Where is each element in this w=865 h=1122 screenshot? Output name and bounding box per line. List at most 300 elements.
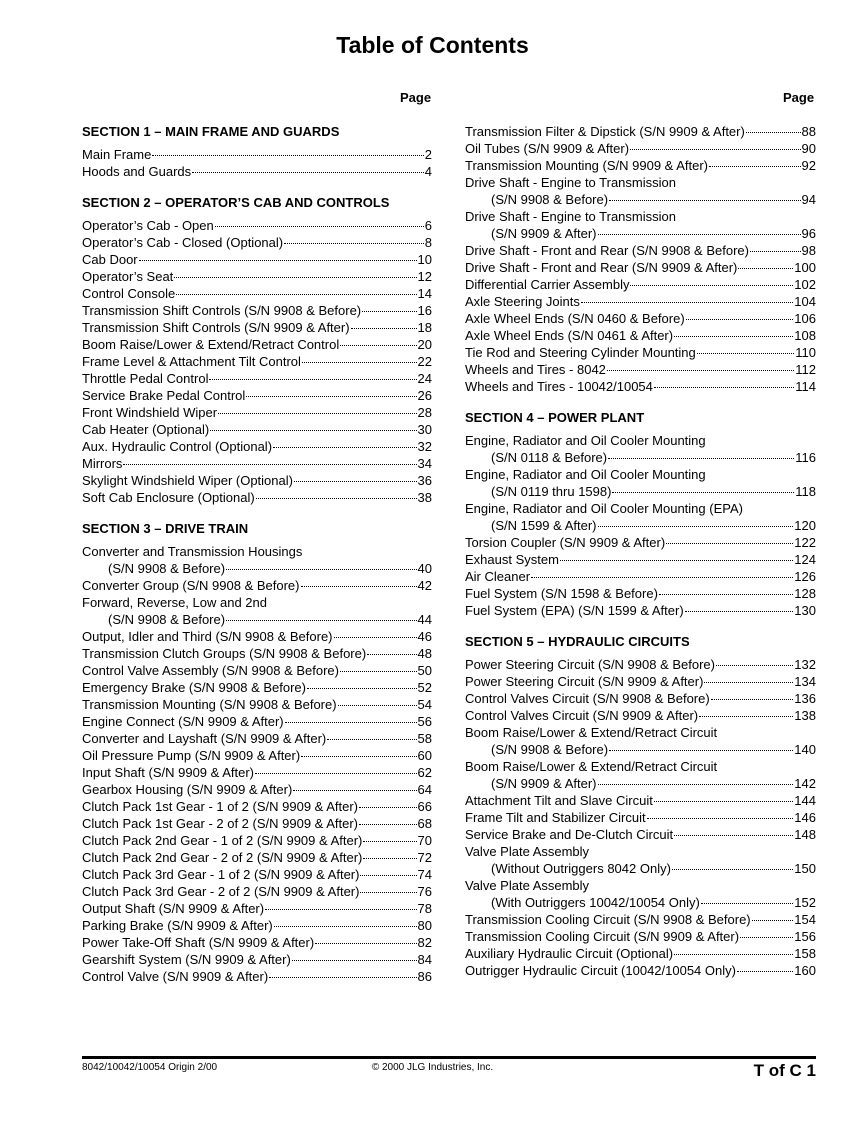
toc-entry[interactable] <box>82 353 432 370</box>
footer-divider <box>82 1056 816 1059</box>
dot-leader <box>630 285 793 286</box>
toc-entry-label: Control Console <box>82 286 176 301</box>
dot-leader <box>302 362 417 363</box>
toc-entry[interactable] <box>82 747 432 764</box>
toc-entry[interactable] <box>465 792 816 809</box>
toc-page-number: 128 <box>794 586 816 601</box>
toc-entry[interactable] <box>82 951 432 968</box>
toc-entry[interactable] <box>465 585 816 602</box>
dot-leader <box>701 903 793 904</box>
toc-page-number: 150 <box>794 861 816 876</box>
dot-leader <box>598 234 801 235</box>
dot-leader <box>256 498 417 499</box>
toc-page-number: 132 <box>794 657 816 672</box>
toc-page-number: 116 <box>795 450 816 465</box>
toc-page-number: 72 <box>417 850 432 865</box>
toc-page-number: 54 <box>417 697 432 712</box>
toc-entry-label: Clutch Pack 3rd Gear - 1 of 2 (S/N 9909 & After) <box>82 867 360 882</box>
toc-entry[interactable] <box>82 146 432 163</box>
toc-entry-label: Power Take-Off Shaft (S/N 9909 & After) <box>82 935 315 950</box>
dot-leader <box>608 458 794 459</box>
toc-entry-label: Transmission Filter & Dipstick (S/N 9909 & After) <box>465 124 745 139</box>
toc-page-number: 134 <box>794 674 816 689</box>
dot-leader <box>659 594 793 595</box>
toc-entry-label: Parking Brake (S/N 9909 & After) <box>82 918 273 933</box>
toc-entry-label: Soft Cab Enclosure (Optional) <box>82 490 255 505</box>
toc-entry-label-continued: (S/N 9908 & Before) <box>108 612 226 627</box>
toc-entry[interactable] <box>465 673 816 690</box>
toc-entry-label: Cab Heater (Optional) <box>82 422 210 437</box>
toc-entry-label: Clutch Pack 2nd Gear - 2 of 2 (S/N 9909 & After) <box>82 850 363 865</box>
toc-entry[interactable] <box>465 191 816 208</box>
dot-leader <box>598 784 794 785</box>
dot-leader <box>362 311 416 312</box>
dot-leader <box>674 835 793 836</box>
toc-entry-label: Fuel System (EPA) (S/N 1599 & After) <box>465 603 684 618</box>
dot-leader <box>192 172 424 173</box>
toc-entry[interactable] <box>82 849 432 866</box>
toc-entry-label: Input Shaft (S/N 9909 & After) <box>82 765 254 780</box>
toc-entry[interactable] <box>82 866 432 883</box>
toc-entry[interactable] <box>465 707 816 724</box>
toc-entry[interactable] <box>82 421 432 438</box>
dot-leader <box>654 801 793 802</box>
toc-entry-label: Axle Wheel Ends (S/N 0460 & Before) <box>465 311 685 326</box>
dot-leader <box>210 430 416 431</box>
toc-page-number: 114 <box>795 379 816 394</box>
dot-leader <box>360 892 416 893</box>
dot-leader <box>609 200 800 201</box>
section-heading: SECTION 1 – MAIN FRAME AND GUARDS <box>82 124 340 139</box>
dot-leader <box>294 481 417 482</box>
toc-page-number: 136 <box>794 691 816 706</box>
toc-entry-label: Transmission Clutch Groups (S/N 9908 & Before) <box>82 646 367 661</box>
toc-entry[interactable] <box>465 242 816 259</box>
toc-entry[interactable] <box>465 517 816 534</box>
toc-entry-label: Operator’s Seat <box>82 269 174 284</box>
toc-page-number: 70 <box>417 833 432 848</box>
toc-page-number: 22 <box>417 354 432 369</box>
toc-entry[interactable] <box>465 602 816 619</box>
toc-entry-label-continued: (S/N 9908 & Before) <box>108 561 226 576</box>
dot-leader <box>338 705 417 706</box>
dot-leader <box>666 543 793 544</box>
toc-entry-label: Oil Tubes (S/N 9909 & After) <box>465 141 630 156</box>
toc-entry-label: Engine, Radiator and Oil Cooler Mounting (EPA) <box>465 501 743 516</box>
toc-entry-label: Engine Connect (S/N 9909 & After) <box>82 714 284 729</box>
toc-entry[interactable] <box>82 696 432 713</box>
toc-entry-label: Control Valve (S/N 9909 & After) <box>82 969 269 984</box>
toc-page-number: 12 <box>417 269 432 284</box>
toc-page-number: 28 <box>417 405 432 420</box>
toc-page-number: 78 <box>417 901 432 916</box>
dot-leader <box>367 654 416 655</box>
toc-entry-title[interactable] <box>465 758 816 775</box>
toc-entry[interactable] <box>465 310 816 327</box>
toc-page-number: 62 <box>417 765 432 780</box>
toc-entry-label-continued: (S/N 1599 & After) <box>491 518 597 533</box>
toc-entry-label: Emergency Brake (S/N 9908 & Before) <box>82 680 306 695</box>
toc-entry-label: Tie Rod and Steering Cylinder Mounting <box>465 345 696 360</box>
toc-entry[interactable] <box>82 781 432 798</box>
toc-entry-label: Wheels and Tires - 10042/10054 <box>465 379 653 394</box>
toc-entry-label: Boom Raise/Lower & Extend/Retract Control <box>82 337 340 352</box>
toc-entry[interactable] <box>465 259 816 276</box>
dot-leader <box>738 268 793 269</box>
toc-page-number: 86 <box>417 969 432 984</box>
toc-entry[interactable] <box>82 679 432 696</box>
toc-page-number: 102 <box>794 277 816 292</box>
dot-leader <box>711 699 794 700</box>
toc-entry[interactable] <box>465 293 816 310</box>
toc-entry[interactable] <box>82 472 432 489</box>
toc-page-number: 60 <box>417 748 432 763</box>
toc-page-number: 80 <box>417 918 432 933</box>
toc-entry[interactable] <box>82 387 432 404</box>
toc-entry[interactable] <box>465 860 816 877</box>
toc-page-number: 146 <box>794 810 816 825</box>
dot-leader <box>654 387 794 388</box>
toc-entry-label: Valve Plate Assembly <box>465 878 590 893</box>
toc-entry-label-continued: (With Outriggers 10042/10054 Only) <box>491 895 700 910</box>
toc-page-number: 98 <box>801 243 816 258</box>
toc-entry-label: Outrigger Hydraulic Circuit (10042/10054 Only) <box>465 963 736 978</box>
dot-leader <box>209 379 416 380</box>
toc-column-right <box>465 123 816 979</box>
toc-entry[interactable] <box>465 140 816 157</box>
toc-entry[interactable] <box>82 628 432 645</box>
dot-leader <box>709 166 801 167</box>
toc-entry[interactable] <box>465 449 816 466</box>
toc-entry[interactable] <box>465 551 816 568</box>
toc-entry-title[interactable] <box>465 877 816 894</box>
toc-page-number: 48 <box>417 646 432 661</box>
toc-entry[interactable] <box>465 483 816 500</box>
toc-page-number: 66 <box>417 799 432 814</box>
toc-page-number: 20 <box>417 337 432 352</box>
toc-entry[interactable] <box>82 302 432 319</box>
toc-entry-label-continued: (S/N 0119 thru 1598) <box>491 484 612 499</box>
toc-entry[interactable] <box>82 611 432 628</box>
toc-page-number: 42 <box>417 578 432 593</box>
toc-entry[interactable] <box>465 962 816 979</box>
toc-entry-label-continued: (Without Outriggers 8042 Only) <box>491 861 671 876</box>
toc-page-number: 130 <box>794 603 816 618</box>
toc-page-number: 38 <box>417 490 432 505</box>
toc-page-number: 126 <box>794 569 816 584</box>
toc-entry-label: Frame Tilt and Stabilizer Circuit <box>465 810 646 825</box>
toc-entry-label: Control Valves Circuit (S/N 9909 & After) <box>465 708 699 723</box>
dot-leader <box>750 251 801 252</box>
dot-leader <box>152 155 423 156</box>
toc-entry[interactable] <box>465 826 816 843</box>
toc-entry-label: Air Cleaner <box>465 569 531 584</box>
toc-entry[interactable] <box>82 251 432 268</box>
toc-entry-label: Drive Shaft - Engine to Transmission <box>465 175 676 190</box>
toc-page-number: 56 <box>417 714 432 729</box>
dot-leader <box>246 396 416 397</box>
toc-entry[interactable] <box>82 163 432 180</box>
dot-leader <box>307 688 417 689</box>
section-heading: SECTION 5 – HYDRAULIC CIRCUITS <box>465 634 690 649</box>
toc-entry[interactable] <box>82 336 432 353</box>
dot-leader <box>363 858 416 859</box>
toc-page-number: 160 <box>794 963 816 978</box>
toc-entry-label: Axle Steering Joints <box>465 294 580 309</box>
toc-entry[interactable] <box>82 234 432 251</box>
toc-entry[interactable] <box>465 568 816 585</box>
toc-entry-title[interactable] <box>465 466 816 483</box>
dot-leader <box>737 971 793 972</box>
toc-entry[interactable] <box>82 577 432 594</box>
toc-entry[interactable] <box>82 934 432 951</box>
toc-entry-title[interactable] <box>465 500 816 517</box>
toc-page-number: 100 <box>794 260 816 275</box>
toc-entry[interactable] <box>465 361 816 378</box>
toc-entry-label-continued: (S/N 9908 & Before) <box>491 192 609 207</box>
toc-page-number: 40 <box>417 561 432 576</box>
toc-page-number: 104 <box>794 294 816 309</box>
toc-page-number: 68 <box>417 816 432 831</box>
dot-leader <box>674 954 793 955</box>
toc-page-number: 16 <box>417 303 432 318</box>
dot-leader <box>697 353 795 354</box>
toc-entry-label: Differential Carrier Assembly <box>465 277 630 292</box>
toc-entry-title[interactable] <box>465 724 816 741</box>
toc-page-number: 74 <box>417 867 432 882</box>
toc-entry[interactable] <box>465 534 816 551</box>
toc-entry[interactable] <box>82 319 432 336</box>
toc-entry[interactable] <box>465 327 816 344</box>
toc-page-number: 26 <box>417 388 432 403</box>
toc-entry-label: Hoods and Guards <box>82 164 192 179</box>
dot-leader <box>215 226 424 227</box>
toc-entry-label: Drive Shaft - Front and Rear (S/N 9909 & After) <box>465 260 738 275</box>
dot-leader <box>176 294 416 295</box>
toc-entry-label: Engine, Radiator and Oil Cooler Mounting <box>465 467 706 482</box>
toc-entry-label: Service Brake and De-Clutch Circuit <box>465 827 674 842</box>
toc-page-number: 152 <box>794 895 816 910</box>
toc-page-number: 10 <box>417 252 432 267</box>
toc-entry[interactable] <box>82 370 432 387</box>
toc-entry[interactable] <box>82 285 432 302</box>
dot-leader <box>612 492 794 493</box>
toc-entry[interactable] <box>82 917 432 934</box>
toc-entry[interactable] <box>82 438 432 455</box>
toc-entry-label: Throttle Pedal Control <box>82 371 209 386</box>
toc-entry[interactable] <box>82 489 432 506</box>
dot-leader <box>315 943 416 944</box>
dot-leader <box>685 611 794 612</box>
dot-leader <box>334 637 417 638</box>
dot-leader <box>139 260 417 261</box>
toc-page-number: 24 <box>417 371 432 386</box>
toc-page-number: 50 <box>417 663 432 678</box>
toc-entry-title[interactable] <box>82 594 432 611</box>
toc-page-number: 144 <box>794 793 816 808</box>
toc-entry-label-continued: (S/N 0118 & Before) <box>491 450 608 465</box>
toc-entry[interactable] <box>82 268 432 285</box>
toc-entry[interactable] <box>465 911 816 928</box>
dot-leader <box>174 277 416 278</box>
toc-entry[interactable] <box>465 123 816 140</box>
toc-entry-label: Main Frame <box>82 147 152 162</box>
dot-leader <box>327 739 416 740</box>
toc-entry-title[interactable] <box>82 543 432 560</box>
dot-leader <box>340 671 417 672</box>
toc-page-number: 84 <box>417 952 432 967</box>
toc-entry-label: Engine, Radiator and Oil Cooler Mounting <box>465 433 706 448</box>
dot-leader <box>292 960 417 961</box>
toc-entry-label: Converter Group (S/N 9908 & Before) <box>82 578 300 593</box>
toc-entry-label: Gearshift System (S/N 9909 & After) <box>82 952 291 967</box>
toc-entry-label: Clutch Pack 1st Gear - 2 of 2 (S/N 9909 & After) <box>82 816 359 831</box>
toc-column-left <box>82 123 432 985</box>
toc-entry-label: Control Valve Assembly (S/N 9908 & Before) <box>82 663 339 678</box>
dot-leader <box>531 577 793 578</box>
toc-page-number: 14 <box>417 286 432 301</box>
dot-leader <box>226 569 416 570</box>
toc-entry-label: Auxiliary Hydraulic Circuit (Optional) <box>465 946 674 961</box>
toc-entry[interactable] <box>465 945 816 962</box>
toc-entry[interactable] <box>82 560 432 577</box>
dot-leader <box>226 620 416 621</box>
dot-leader <box>274 926 417 927</box>
page-column-header-right: Page <box>783 90 815 105</box>
dot-leader <box>699 716 793 717</box>
dot-leader <box>123 464 416 465</box>
toc-entry[interactable] <box>465 775 816 792</box>
toc-entry-label: Drive Shaft - Engine to Transmission <box>465 209 676 224</box>
toc-page-number: 120 <box>794 518 816 533</box>
toc-entry[interactable] <box>465 276 816 293</box>
toc-entry-label: Gearbox Housing (S/N 9909 & After) <box>82 782 293 797</box>
dot-leader <box>647 818 794 819</box>
dot-leader <box>359 807 417 808</box>
toc-entry[interactable] <box>82 713 432 730</box>
toc-entry-label-continued: (S/N 9908 & Before) <box>491 742 609 757</box>
dot-leader <box>560 560 793 561</box>
toc-entry-label: Skylight Windshield Wiper (Optional) <box>82 473 293 488</box>
toc-entry[interactable] <box>465 344 816 361</box>
toc-entry[interactable] <box>82 404 432 421</box>
toc-entry-label: Operator’s Cab - Closed (Optional) <box>82 235 284 250</box>
dot-leader <box>609 750 793 751</box>
toc-page-number: 96 <box>801 226 816 241</box>
dot-leader <box>360 875 416 876</box>
toc-entry-label: Transmission Shift Controls (S/N 9909 & After) <box>82 320 350 335</box>
dot-leader <box>269 977 416 978</box>
toc-entry[interactable] <box>82 662 432 679</box>
dot-leader <box>351 328 417 329</box>
toc-page-number: 88 <box>801 124 816 139</box>
toc-entry-label: Output, Idler and Third (S/N 9908 & Before) <box>82 629 333 644</box>
toc-page-number: 6 <box>424 218 432 233</box>
toc-page-number: 32 <box>417 439 432 454</box>
toc-entry[interactable] <box>465 157 816 174</box>
toc-entry-label: Front Windshield Wiper <box>82 405 218 420</box>
dot-leader <box>686 319 794 320</box>
dot-leader <box>363 841 416 842</box>
toc-entry[interactable] <box>465 656 816 673</box>
toc-entry[interactable] <box>82 455 432 472</box>
toc-entry-label: Power Steering Circuit (S/N 9908 & Before) <box>465 657 715 672</box>
footer-model-info: 8042/10042/10054 Origin 2/00 <box>82 1062 218 1073</box>
toc-page-number: 30 <box>417 422 432 437</box>
toc-page-number: 142 <box>794 776 816 791</box>
toc-entry[interactable] <box>82 883 432 900</box>
toc-page-number: 34 <box>417 456 432 471</box>
toc-entry-title[interactable] <box>465 843 816 860</box>
dot-leader <box>359 824 417 825</box>
toc-entry[interactable] <box>465 378 816 395</box>
footer-copyright: © 2000 JLG Industries, Inc. <box>371 1062 494 1073</box>
toc-entry[interactable] <box>82 798 432 815</box>
toc-entry-label: Boom Raise/Lower & Extend/Retract Circuit <box>465 759 718 774</box>
dot-leader <box>284 243 424 244</box>
toc-page-number: 90 <box>801 141 816 156</box>
toc-entry[interactable] <box>82 730 432 747</box>
toc-entry[interactable] <box>82 645 432 662</box>
toc-entry-label: Fuel System (S/N 1598 & Before) <box>465 586 658 601</box>
dot-leader <box>285 722 417 723</box>
toc-page-number: 36 <box>417 473 432 488</box>
toc-page-number: 156 <box>794 929 816 944</box>
dot-leader <box>581 302 793 303</box>
toc-entry-title[interactable] <box>465 432 816 449</box>
toc-entry[interactable] <box>465 809 816 826</box>
toc-entry-label: Transmission Shift Controls (S/N 9908 & Before) <box>82 303 362 318</box>
toc-entry-label: Converter and Layshaft (S/N 9909 & After) <box>82 731 327 746</box>
toc-entry[interactable] <box>465 928 816 945</box>
toc-page-number: 106 <box>794 311 816 326</box>
toc-page-number: 140 <box>794 742 816 757</box>
section-heading: SECTION 4 – POWER PLANT <box>465 410 645 425</box>
toc-entry[interactable] <box>82 900 432 917</box>
dot-leader <box>704 682 793 683</box>
toc-entry[interactable] <box>465 690 816 707</box>
toc-entry[interactable] <box>465 894 816 911</box>
toc-entry-label: Mirrors <box>82 456 123 471</box>
toc-entry[interactable] <box>82 217 432 234</box>
dot-leader <box>340 345 416 346</box>
toc-page-number: 112 <box>795 362 816 377</box>
toc-entry[interactable] <box>82 815 432 832</box>
toc-entry-label: Axle Wheel Ends (S/N 0461 & After) <box>465 328 674 343</box>
toc-entry-title[interactable] <box>465 174 816 191</box>
toc-page-number: 122 <box>794 535 816 550</box>
toc-entry-label: Oil Pressure Pump (S/N 9909 & After) <box>82 748 301 763</box>
footer-page-number: T of C 1 <box>753 1061 816 1080</box>
toc-page-number: 52 <box>417 680 432 695</box>
toc-entry-label: Service Brake Pedal Control <box>82 388 246 403</box>
toc-entry-label: Transmission Mounting (S/N 9908 & Before) <box>82 697 337 712</box>
toc-entry[interactable] <box>82 968 432 985</box>
toc-entry[interactable] <box>465 225 816 242</box>
dot-leader <box>598 526 794 527</box>
dot-leader <box>293 790 416 791</box>
toc-entry-title[interactable] <box>465 208 816 225</box>
dot-leader <box>265 909 416 910</box>
dot-leader <box>301 756 416 757</box>
toc-entry-label: Exhaust System <box>465 552 559 567</box>
toc-entry[interactable] <box>465 741 816 758</box>
toc-entry[interactable] <box>82 832 432 849</box>
dot-leader <box>301 586 417 587</box>
toc-entry[interactable] <box>82 764 432 781</box>
toc-entry-label: Power Steering Circuit (S/N 9909 & After) <box>465 674 704 689</box>
toc-page-number: 110 <box>795 345 816 360</box>
